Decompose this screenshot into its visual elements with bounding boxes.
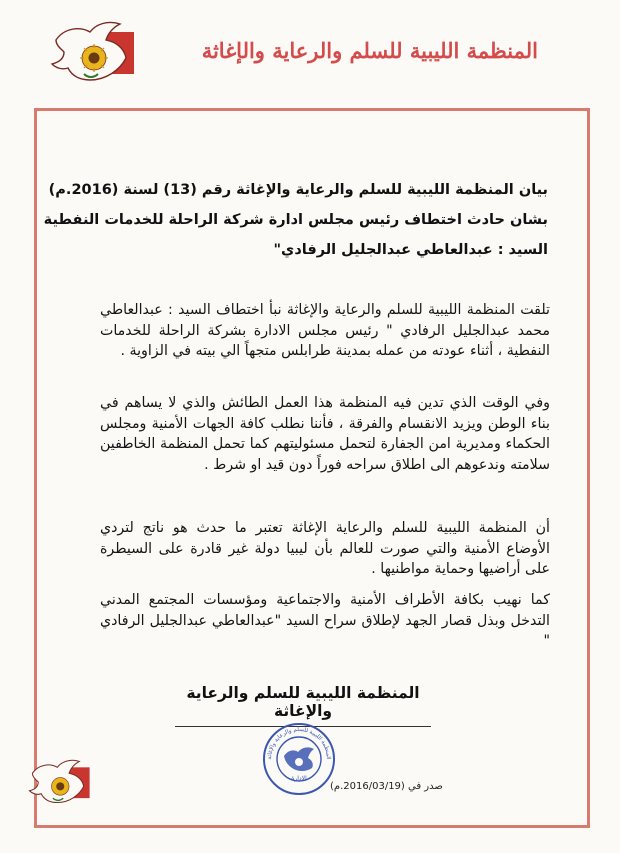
paragraph-3: أن المنظمة الليبية للسلم والرعاية الإغاثة تعتبر ما حدث هو ناتج لتردي الأوضاع الأمنية والتي صورت للعالم بأن ليبيا دولة غير قادرة على السيطرة على أراضيها وحماية مواطنيها . <box>100 520 550 577</box>
letterhead <box>0 0 620 100</box>
statement-title <box>43 175 548 265</box>
stamp-inner-text: الإدارة <box>291 775 307 782</box>
paragraph-4: كما نهيب بكافة الأطراف الأمنية والاجتماعية ومؤسسات المجتمع المدني التدخل وبذل قصار الجهد لإطلاق سراح السيد "عبدالعاطي عبدالجليل الرفادي " <box>100 592 550 649</box>
dove-logo-icon <box>28 752 94 812</box>
official-stamp-icon <box>262 722 336 796</box>
paragraph-2: وفي الوقت الذي تدين فيه المنظمة هذا العمل الطائش والذي لا يساهم في بناء الوطن ويزيد الانقسام والفرقة ، فأننا نطلب كافة الجهات الأمنية ومجلس الحكماء ومديرية امن الجفارة لتحمل مسئوليتهم كما تحمل المنظمة الخاطفين سلامته وندعوهم الى اطلاق سراحه فوراً دون قيد او شرط . <box>100 395 550 473</box>
issue-date: صدر في (2016/03/19.م) <box>330 781 443 792</box>
title-line-2: بشان حادث اختطاف رئيس مجلس ادارة شركة الراحلة للخدمات النفطية <box>43 212 548 228</box>
org-name-header: المنظمة الليبية للسلم والرعاية والإغاثة <box>201 38 538 63</box>
stamp-outer-text: المنظمة الليبية للسلم والرعاية والإغاثة <box>266 726 332 760</box>
signature-org-name: المنظمة الليبية للسلم والرعاية والإغاثة <box>175 684 431 727</box>
title-line-1: بيان المنظمة الليبية للسلم والرعاية والإغاثة رقم (13) لسنة (2016.م) <box>48 182 548 198</box>
title-line-3: السيد : عبدالعاطي عبدالجليل الرفادي" <box>273 242 548 258</box>
dove-logo-icon <box>50 18 140 86</box>
paragraph-1: تلقت المنظمة الليبية للسلم والرعاية والإغاثة نبأ اختطاف السيد : عبدالعاطي محمد عبدالجليل الرفادي " رئيس مجلس الادارة بشركة الراحلة للخدمات النفطية ، أثناء عودته من عمله بمدينة طرابلس متجهاً الي بيته في الزاوية . <box>100 302 550 359</box>
